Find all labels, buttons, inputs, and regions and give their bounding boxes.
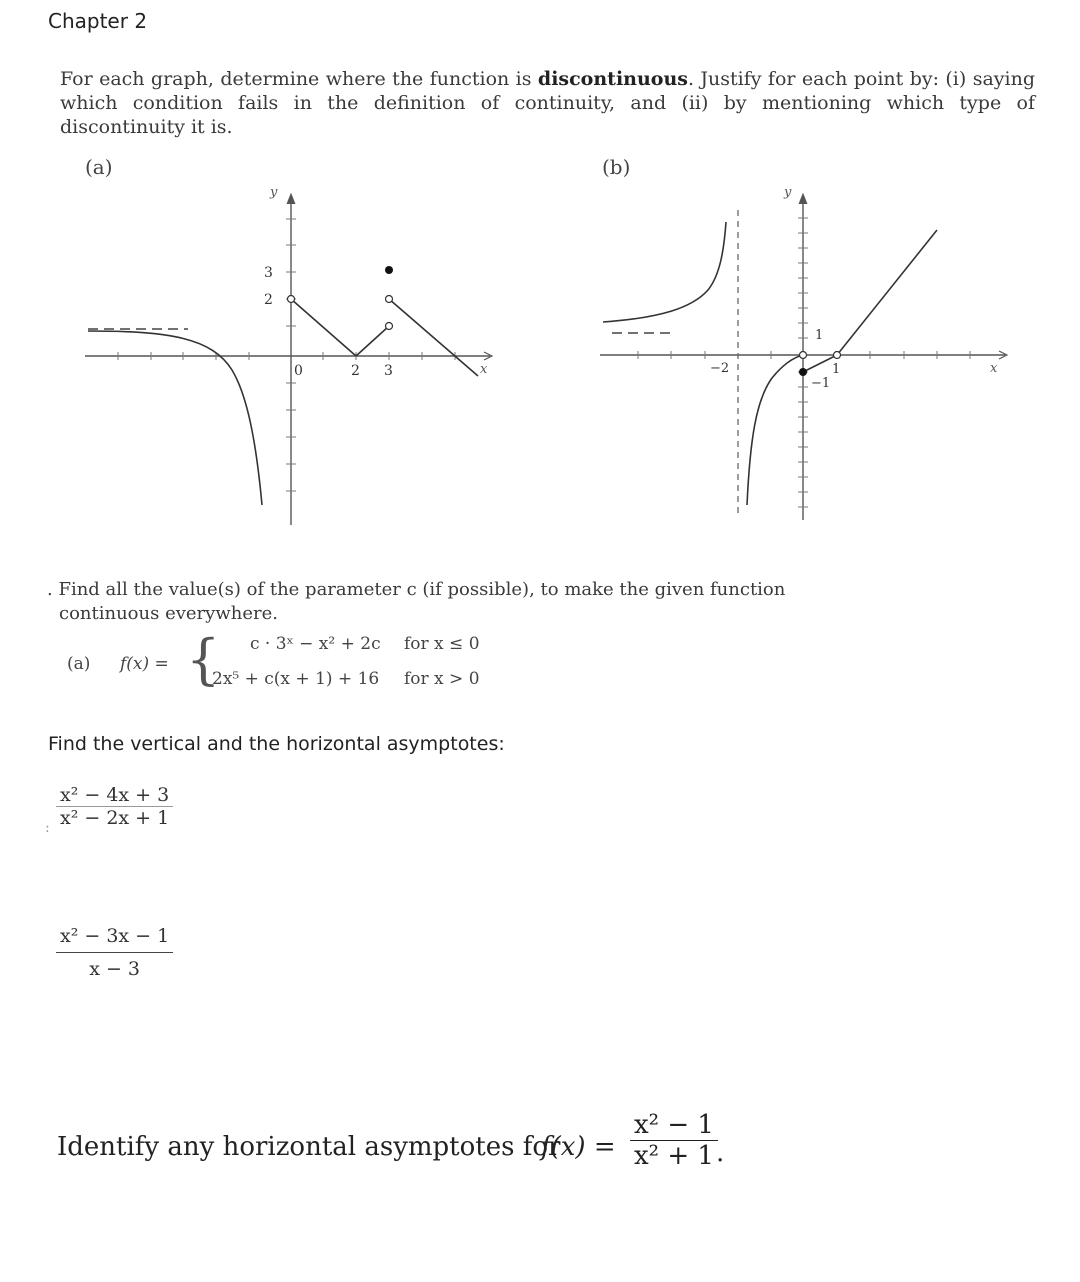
graph-a-ylabel: y (270, 185, 278, 200)
q3-fraction-1 (56, 784, 173, 829)
q2-line-2: continuous everywhere. (59, 603, 278, 624)
q3-fraction-1-numerator: x² − 4x + 3 (56, 784, 173, 807)
graph-b-xtick-m2: −2 (710, 361, 730, 376)
q3-fraction-1-mark: : (45, 820, 50, 836)
graph-a-segment-3 (389, 299, 478, 376)
q2-prefix: . (47, 579, 53, 600)
q2-case-2-expr: 2x⁵ + c(x + 1) + 16 (212, 669, 380, 689)
graph-a-filled-point-3-3 (385, 266, 393, 274)
q4-period: . (716, 1138, 725, 1168)
q2-brace: { (186, 628, 221, 691)
graph-b-middle-curve (747, 355, 803, 505)
q2-line-1: Find all the value(s) of the parameter c (if possible), to make the given function (58, 579, 786, 600)
q1-text-before: For each graph, determine where the function is (60, 68, 538, 90)
q3-fraction-2-denominator: x − 3 (89, 958, 141, 980)
graph-a (80, 180, 510, 530)
q4-text: Identify any horizontal asymptotes for (57, 1132, 561, 1162)
graph-a-left-curve (88, 331, 262, 505)
q1-text-after: . Justify for each point by: (i) saying which condition fails in the definition of continuity, and (ii) by mentioning which type of discontinuity it is. (60, 68, 1035, 138)
graph-a-xtick-2: 2 (351, 363, 360, 379)
graph-b-label: (b) (602, 155, 631, 179)
q3-heading: Find the vertical and the horizontal asymptotes: (48, 733, 505, 755)
graph-b-ytick-1: 1 (815, 328, 824, 343)
graph-a-ytick-2: 2 (264, 292, 273, 308)
graph-a-label: (a) (85, 155, 113, 179)
graph-a-xlabel: x (480, 362, 488, 377)
q4-fraction (630, 1110, 718, 1171)
graph-a-y-arrow (287, 194, 295, 204)
q3-fraction-1-denominator: x² − 2x + 1 (60, 807, 170, 829)
q3-fraction-2 (56, 925, 173, 980)
graph-b (595, 180, 1015, 525)
q2-case-2-cond: for x > 0 (404, 669, 480, 689)
graph-a-ticks (118, 219, 455, 491)
q3-fraction-2-numerator: x² − 3x − 1 (56, 925, 173, 953)
graph-b-xtick-1: 1 (832, 362, 841, 377)
graph-a-open-point-3-1 (386, 323, 393, 330)
graph-b-open-point-0-0 (800, 352, 807, 359)
graph-b-left-curve (603, 222, 726, 322)
graph-a-xtick-3: 3 (384, 363, 393, 379)
graph-b-ytick-m1: −1 (811, 376, 831, 391)
q2-prompt (47, 578, 847, 626)
graph-a-open-point-0-2 (288, 296, 295, 303)
graph-b-right-line (837, 230, 937, 355)
graph-a-xtick-0: 0 (294, 363, 303, 379)
graph-a-segment-1 (291, 299, 356, 356)
q4-numerator: x² − 1 (630, 1110, 718, 1141)
chapter-title: Chapter 2 (48, 9, 148, 33)
graph-b-ticks (638, 218, 970, 507)
q2-part-label: (a) (67, 654, 91, 674)
graph-b-filled-point-0-m1 (799, 368, 807, 376)
graph-b-open-point-1-0 (834, 352, 841, 359)
q2-case-1-cond: for x ≤ 0 (404, 634, 480, 654)
q2-function-name: f(x) = (120, 654, 169, 674)
graph-a-open-point-3-2 (386, 296, 393, 303)
q2-case-1-expr: c · 3ˣ − x² + 2c (250, 634, 381, 654)
q4-denominator: x² + 1 (634, 1141, 714, 1171)
graph-a-segment-2 (356, 326, 389, 356)
graph-a-ytick-3: 3 (264, 265, 273, 281)
q1-instructions (60, 67, 1035, 139)
graph-b-y-arrow (799, 194, 807, 204)
graph-b-xlabel: x (990, 361, 998, 376)
graph-b-ylabel: y (784, 185, 792, 200)
q1-text-bold: discontinuous (537, 68, 688, 90)
q4-function-name: f(x) = (541, 1132, 616, 1162)
